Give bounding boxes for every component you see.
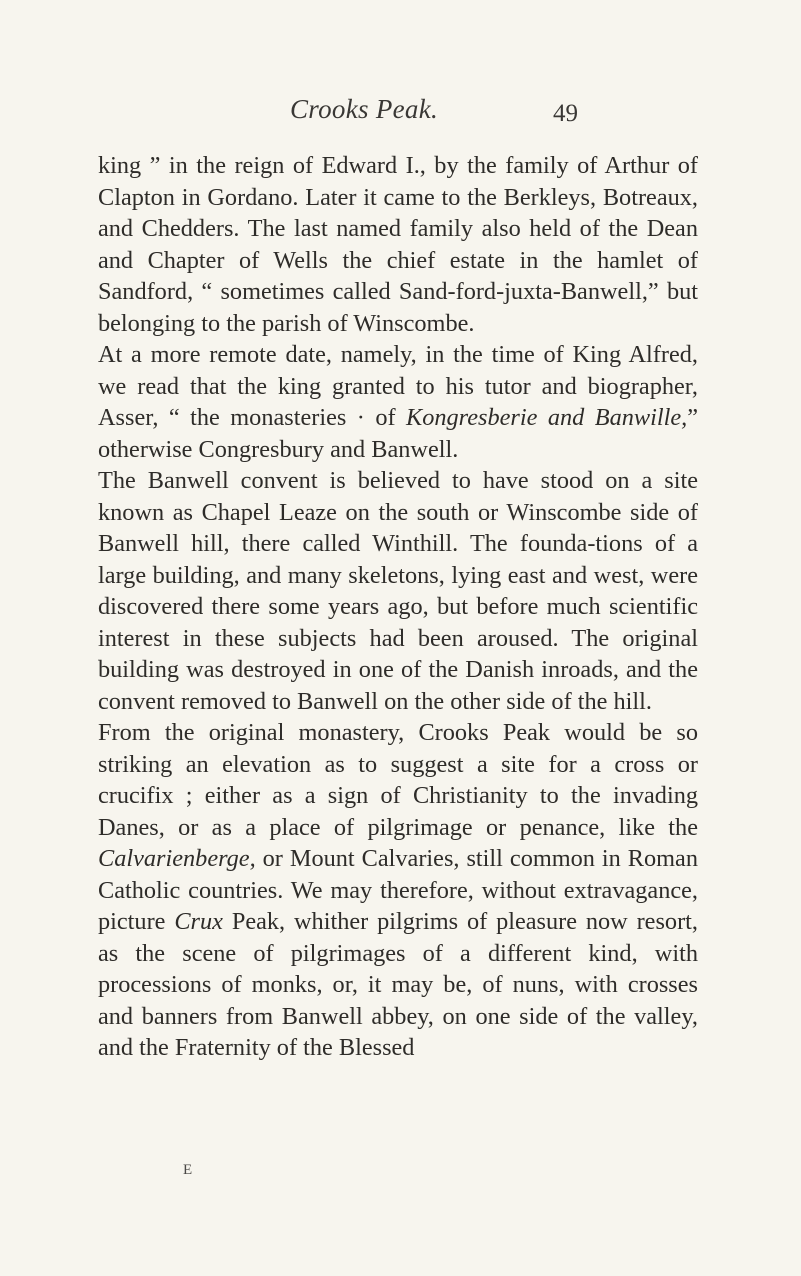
paragraph-3-text: The Banwell convent is believed to have stood on a site known as Chapel Leaze on the south or Winscombe side of Banwell hill, there called Winthill. The founda-tions of a large building, and many skeletons, lying east and west, were discovered there some years ago, but before much scientific interest in these subjects had been aroused. The original building was destroyed in one of the Danish inroads, and the convent removed to Banwell on the other side of the hill. xyxy=(98,467,698,715)
paragraph-2 xyxy=(98,339,698,465)
chapter-title: Crooks Peak. xyxy=(290,94,439,124)
body-text xyxy=(98,150,698,1064)
paragraph-4-text-middle: or Mount Calvaries, still common in Roman Catholic countries. We may therefore, without extravagance, picture xyxy=(98,845,698,935)
paragraph-1-text: king ” in the reign of Edward I., by the family of Arthur of Clapton in Gordano. Later it came to the Berkleys, Botreaux, and Chedders. The last named family also held of the Dean and Chapter of Wells the chief estate in the hamlet of Sandford, “ sometimes called Sand-ford-juxta-Banwell,” but belonging to the parish of Winscombe. xyxy=(98,152,698,337)
paragraph-4-italic-calvarienberge: Calvarienberge, xyxy=(98,845,256,872)
paragraph-4-italic-crux: Crux xyxy=(174,908,223,935)
paragraph-2-italic-phrase: Kongresberie and Banwille, xyxy=(406,404,688,431)
signature-mark: E xyxy=(183,1162,193,1178)
paragraph-2-text-start: At a more remote date, namely, in the time of King Alfred, we read that the king granted to his tutor and biographer, Asser, “ the monasteries · of xyxy=(98,341,698,431)
paragraph-4-text-end: Peak, whither pilgrims of pleasure now resort, as the scene of pilgrimages of a different kind, with processions of monks, or, it may be, of nuns, with crosses and banners from Banwell abbey, on one side of the valley, and the Fraternity of the Blessed xyxy=(98,908,698,1061)
paragraph-4-text-start: From the original monastery, Crooks Peak would be so striking an elevation as to suggest a site for a cross or crucifix ; either as a sign of Christianity to the invading Danes, or as a place of pilgrimage or penance, like the xyxy=(98,719,698,841)
paragraph-4 xyxy=(98,717,698,1064)
running-head xyxy=(0,94,801,134)
paragraph-1 xyxy=(98,150,698,339)
paragraph-2-text-end: ” otherwise Congresbury and Banwell. xyxy=(98,404,698,463)
paragraph-3 xyxy=(98,465,698,717)
page-number: 49 xyxy=(553,100,578,127)
